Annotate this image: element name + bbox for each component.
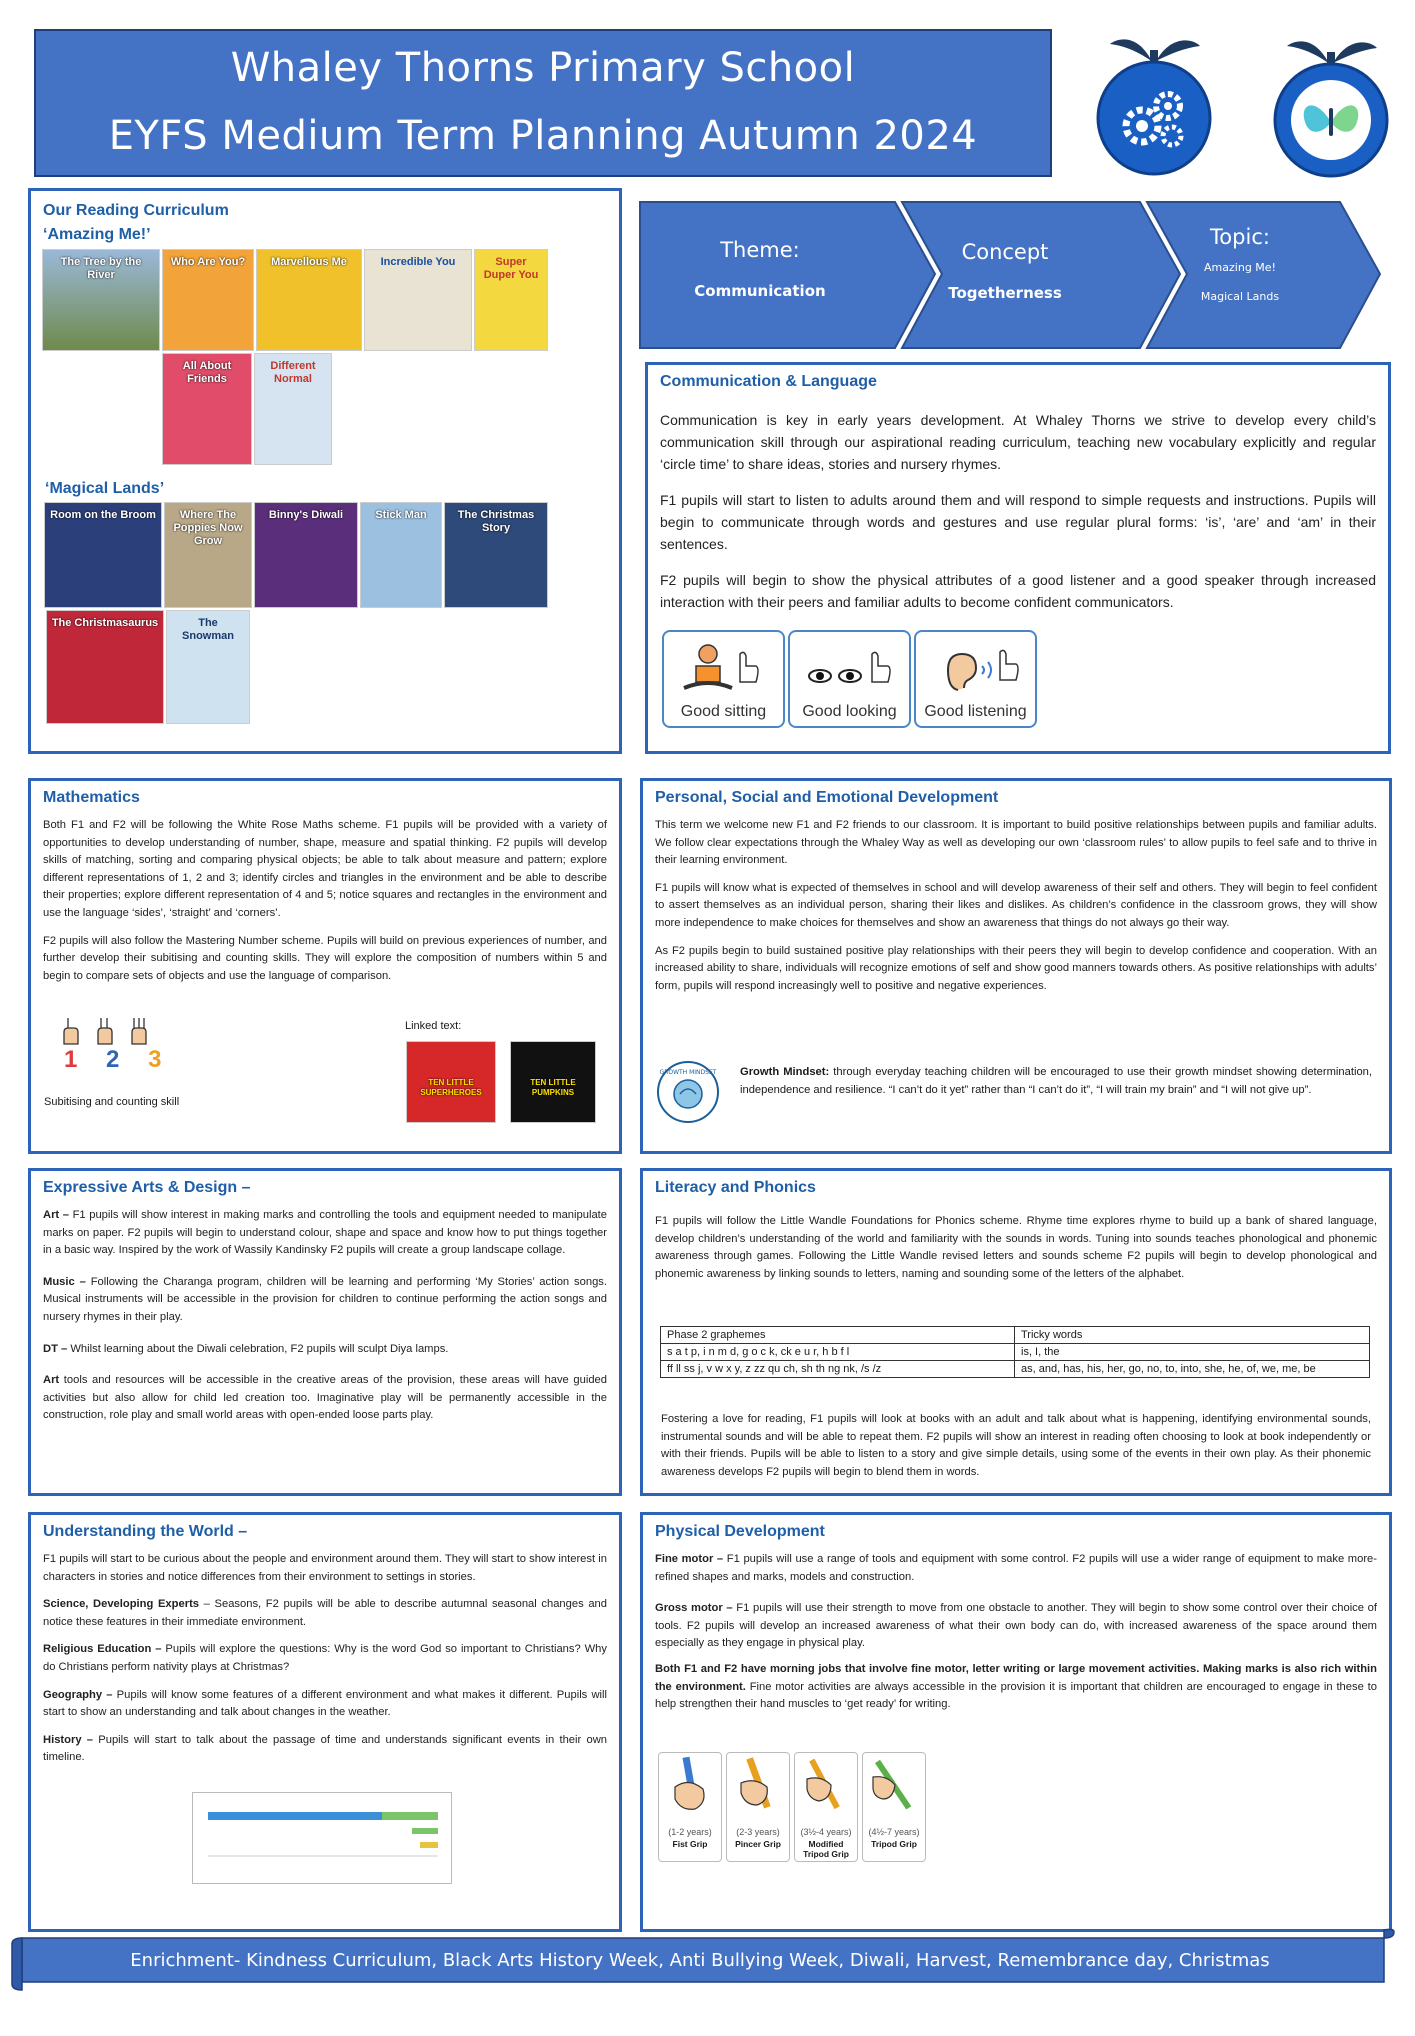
tripod-grip-icon: [863, 1753, 925, 1825]
science-paragraph: Science, Developing Experts – Seasons, F2 pupils will be able to describe autumnal seasonal changes and notice these features in their immediate environment.: [43, 1598, 607, 1628]
book-cover: Who Are You?: [162, 249, 254, 351]
timeline-image: [192, 1792, 452, 1884]
modified-tripod-grip-icon: [795, 1753, 857, 1825]
art-paragraph: Art – F1 pupils will show interest in making marks and controlling the tools and equipment needed to manipulate marks on paper. F2 pupils will begin to understand colour, shape and space and know how to put things together in a basic way. Inspired by the work of Wassily Kandinsky F2 pupils will create a group landscape collage.: [43, 1209, 607, 1257]
paragraph: This term we welcome new F1 and F2 friends to our classroom. It is important to build positive relationships between pupils and familiar adults. We follow clear expectations through the Whaley Way as well as developing our own ‘classroom rules’ to allow pupils to feel safe and to thrive in their learning environment.: [655, 819, 1377, 867]
symbol-label: Good listening: [924, 703, 1027, 720]
concept-block: [905, 240, 1105, 302]
re-paragraph: Religious Education – Pupils will explore the questions: Why is the word God so important to Christians? Why do Christians perform nativity plays at Christmas?: [43, 1643, 607, 1673]
growth-mindset-text: Growth Mindset: through everyday teaching children will be encouraged to use their growth mindset showing determination, independence and resilience. “I can’t do it yet” rather than “I can’t do it”, “I will train my brain” and “I will not give up”.: [740, 1066, 1372, 1096]
expressive-arts-panel: [28, 1168, 622, 1496]
linked-book-cover: TEN LITTLE SUPERHEROES: [406, 1041, 496, 1123]
good-listening-card: [914, 630, 1037, 728]
fist-grip-icon: [659, 1753, 721, 1825]
linked-text-label: Linked text:: [405, 1020, 462, 1032]
section-title: Expressive Arts & Design –: [43, 1179, 251, 1196]
counting-fingers-icon: [58, 1016, 158, 1046]
section-title: Physical Development: [655, 1523, 825, 1540]
number-2: 2: [106, 1046, 120, 1073]
section-title: Understanding the World –: [43, 1523, 248, 1540]
paragraph: F2 pupils will begin to show the physical attributes of a good listener and a good speaker through increased interaction with their peers and familiar adults to become confident communicators.: [660, 572, 1376, 610]
music-paragraph: Music – Following the Charanga program, children will be learning and performing ‘My Stories’ action songs. Musical instruments will be accessible in the provision for children to continue performing the action songs and nursery rhymes in their play.: [43, 1275, 607, 1323]
fist-grip-card: (1-2 years) Fist Grip: [658, 1752, 722, 1862]
table-cell: as, and, has, his, her, go, no, to, into, she, he, of, we, me, be: [1015, 1361, 1370, 1378]
concept-label: Concept: [961, 240, 1049, 264]
dt-paragraph: DT – Whilst learning about the Diwali celebration, F2 pupils will sculpt Diya lamps.: [43, 1342, 449, 1355]
symbol-label: Good looking: [802, 703, 897, 720]
geography-paragraph: Geography – Pupils will know some features of a different environment and what makes it different. Pupils will start to show an understanding and talk about changes in the weather.: [43, 1688, 608, 1719]
table-cell: ff ll ss j, v w x y, z zz qu ch, sh th ng nk, /s /z: [661, 1361, 1015, 1378]
table-cell: is, I, the: [1015, 1344, 1370, 1361]
book-cover: Where The Poppies Now Grow: [164, 502, 252, 608]
subitising-caption: Subitising and counting skill: [44, 1096, 180, 1108]
pincer-grip-card: (2-3 years) Pincer Grip: [726, 1752, 790, 1862]
book-cover: Marvellous Me: [256, 249, 362, 351]
theme-value: Communication: [694, 282, 826, 300]
paragraph: F1 pupils will follow the Little Wandle Foundations for Phonics scheme. Rhyme time explores rhyme to build up a bank of shared language, develop children’s understanding of the world and familiarity with the sounds in words. Tuning into sounds teaches phonological and phonemic awareness through games. Following the Little Wandle revised letters and sounds scheme F2 pupils will begin to develop phonological and phonemic awareness by linking sounds to letters, naming and sounding some of the letters of the alphabet.: [655, 1215, 1377, 1280]
good-sitting-card: [662, 630, 785, 728]
sitting-child-icon: [664, 632, 783, 702]
paragraph: As F2 pupils begin to build sustained positive play relationships with their peers they will begin to develop confidence and cooperation. With an increased ability to share, individuals will recognize emotions of self and show good manners towards others. As positive relationships with adults’ form, pupils will respond increasingly well to positive and negative experiences.: [655, 944, 1377, 992]
physical-development-panel: [640, 1512, 1392, 1932]
table-cell: s a t p, i n m d, g o c k, ck e u r, h b f l: [661, 1344, 1015, 1361]
book-cover: The Tree by the River: [42, 249, 160, 351]
book-cover: Stick Man: [360, 502, 442, 608]
fine-motor-paragraph: Fine motor – F1 pupils will use a range of tools and equipment with some control. F2 pupils will use a wider range of equipment to make more-refined shapes and marks, models and construction.: [655, 1553, 1377, 1583]
topic-label: Topic:: [1210, 225, 1270, 249]
paragraph: F1 pupils will start to be curious about the people and environment around them. They will start to show interest in characters in stories and notice differences from their environment to settings in stories.: [43, 1553, 607, 1583]
book-cover: Different Normal: [254, 353, 332, 465]
eyes-icon: [790, 632, 909, 702]
history-paragraph: History – Pupils will start to talk about the passage of time and understands significant events in their own timeline.: [43, 1733, 607, 1764]
svg-text:GROWTH MINDSET: GROWTH MINDSET: [659, 1069, 717, 1076]
book-cover: The Snowman: [166, 610, 250, 724]
paragraph: F1 pupils will know what is expected of themselves in school and will develop awareness of their self and others. They will begin to feel confident to assert themselves as an individual person, sharing their likes and dislikes. As children’s confidence in the classroom grows, they will show more independence to make choices for themselves and show an awareness that things do not always go their way.: [655, 881, 1377, 929]
butterfly-apple-logo-icon: [1265, 32, 1397, 177]
good-looking-card: [788, 630, 911, 728]
unit-amazing-me-label: ‘Amazing Me!’: [43, 226, 151, 243]
table-header: Phase 2 graphemes: [661, 1327, 1015, 1344]
book-cover: Binny's Diwali: [254, 502, 358, 608]
art-resources-paragraph: Art tools and resources will be accessible in the creative areas of the provision, these areas will have guided activities but also allow for child led creation too. Imaginative play will be permanently accessible in the construction, role play and small world areas with open-ended loose parts play.: [43, 1374, 607, 1422]
book-cover: Incredible You: [364, 249, 472, 351]
number-3: 3: [148, 1046, 162, 1073]
morning-jobs-paragraph: Both F1 and F2 have morning jobs that involve fine motor, letter writing or large movement activities. Making marks is also rich within the environment. Fine motor activities are always accessible in the provision it is important that children are encouraged to engage in these to help strengthen their hand muscles to ‘get ready’ for writing.: [655, 1662, 1377, 1711]
topic-block: [1140, 225, 1340, 303]
topic-value-2: Magical Lands: [1200, 290, 1280, 303]
book-cover: Super Duper You: [474, 249, 548, 351]
book-cover: Room on the Broom: [44, 502, 162, 608]
table-header: Tricky words: [1015, 1327, 1370, 1344]
section-title: Personal, Social and Emotional Development: [655, 789, 999, 806]
paragraph: Fostering a love for reading, F1 pupils will look at books with an adult and talk about what is happening, identifying environmental sounds, instrumental sounds and will be able to repeat them. F2 pupils will show an interest in reading often choosing to look at book independently or with their friends. Pupils will be able to listen to a story and give simple details, using some of the events in their own play. As their phonemic awareness develops F2 pupils will begin to blend them in words.: [661, 1413, 1371, 1478]
book-cover: The Christmas Story: [444, 502, 548, 608]
paragraph: F2 pupils will also follow the Mastering Number scheme. Pupils will build on previous experiences of number, and further develop their subitising and counting skills. They will explore the composition of numbers within 5 and begin to compare sets of objects and use the language of comparison.: [43, 934, 607, 982]
symbol-label: Good sitting: [680, 703, 767, 720]
school-title: Whaley Thorns Primary School: [230, 45, 856, 91]
concept-value: Togetherness: [948, 284, 1062, 302]
modified-tripod-grip-card: (3½-4 years) Modified Tripod Grip: [794, 1752, 858, 1862]
ear-icon: [916, 632, 1035, 702]
phonics-table: [660, 1326, 1370, 1378]
topic-value-1: Amazing Me!: [1204, 261, 1276, 274]
enrichment-text: Enrichment- Kindness Curriculum, Black Arts History Week, Anti Bullying Week, Diwali, Harvest, Remembrance day, Christmas performance.: [130, 1950, 1270, 2021]
pincer-grip-icon: [727, 1753, 789, 1825]
page-header: [34, 29, 1052, 177]
book-cover: The Christmasaurus: [46, 610, 164, 724]
section-title: Mathematics: [43, 789, 140, 806]
paragraph: F1 pupils will start to listen to adults around them and will respond to simple requests and instructions. Pupils will begin to communicate through words and gestures and use regular plural forms: ‘is’, ‘are’ and ‘am’ in their sentences.: [660, 492, 1376, 552]
unit-magical-lands-label: ‘Magical Lands’: [45, 480, 165, 497]
paragraph: Communication is key in early years development. At Whaley Thorns we strive to develop every child’s communication skill through our aspirational reading curriculum, teaching new vocabulary explicitly and regular ‘circle time’ to share ideas, stories and nursery rhymes.: [660, 412, 1376, 472]
gross-motor-paragraph: Gross motor – F1 pupils will use their strength to move from one obstacle to another. They will begin to show some control over their choice of tools. F2 pupils will develop an increased awareness of what their own body can do, with increased awareness of the space around them especially as they engage in physical play.: [655, 1602, 1377, 1650]
linked-book-cover: TEN LITTLE PUMPKINS: [510, 1041, 596, 1123]
tripod-grip-card: (4½-7 years) Tripod Grip: [862, 1752, 926, 1862]
theme-block: [660, 238, 860, 300]
theme-label: Theme:: [720, 238, 800, 262]
book-cover: All About Friends: [162, 353, 252, 465]
planning-title: EYFS Medium Term Planning Autumn 2024: [108, 113, 978, 159]
section-title: Communication & Language: [660, 373, 877, 390]
number-1: 1: [64, 1046, 78, 1073]
reading-title: Our Reading Curriculum: [43, 202, 229, 219]
paragraph: Both F1 and F2 will be following the White Rose Maths scheme. F1 pupils will be provided with a variety of opportunities to develop understanding of number, shape, measure and spatial thinking. F2 pupils will develop skills of matching, sorting and comparing physical objects; be able to talk about measure and pattern; explore different representations of 1, 2 and 3; identify circles and triangles in the environment and be able to describe their properties; explore different representation of 4 and 5; notice squares and rectangles in the environment and use the language ‘sides’, ‘straight’ and ‘corners’.: [43, 819, 607, 919]
growth-mindset-badge-icon: [656, 1060, 720, 1124]
section-title: Literacy and Phonics: [655, 1179, 816, 1196]
numbers-row: [64, 1046, 161, 1074]
gears-apple-logo-icon: [1088, 30, 1220, 175]
